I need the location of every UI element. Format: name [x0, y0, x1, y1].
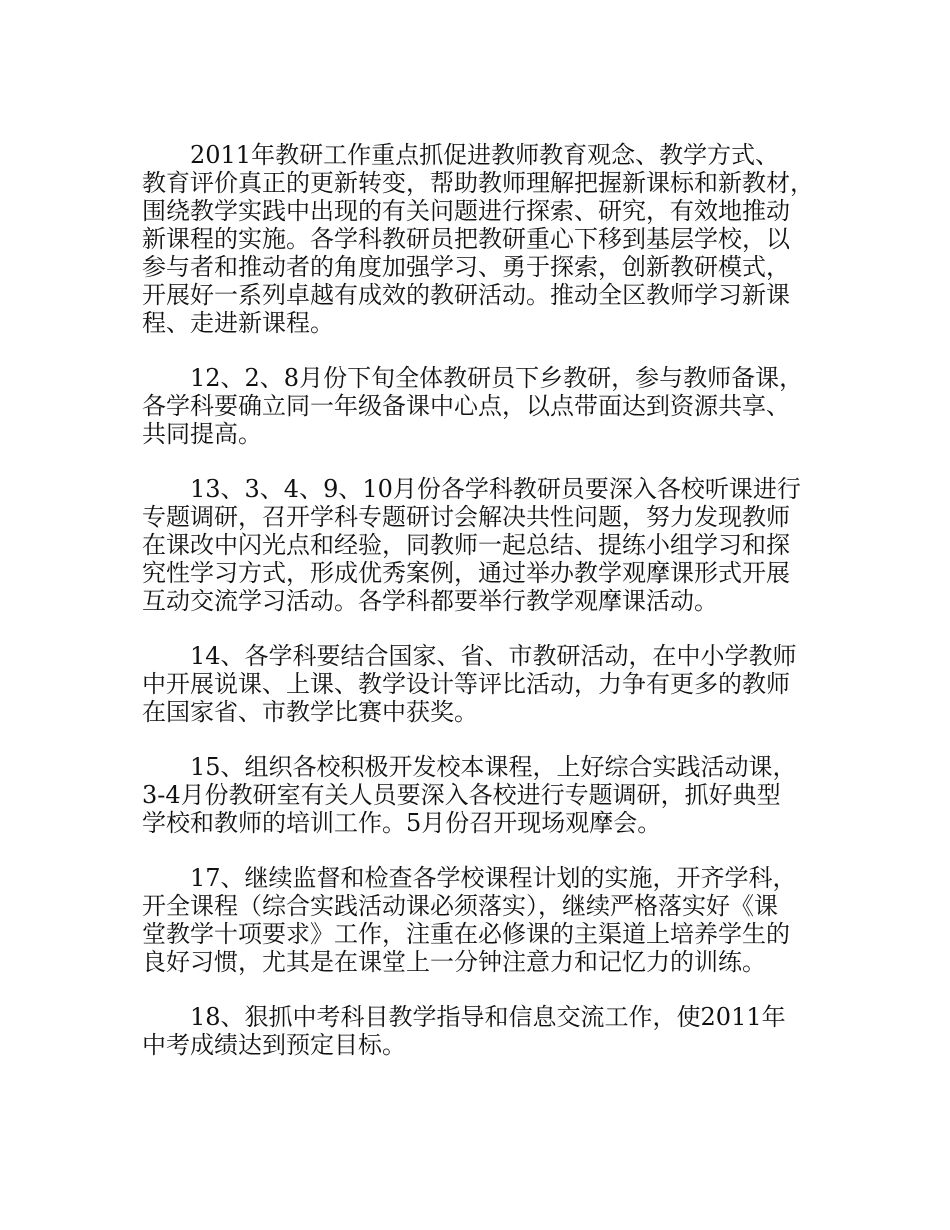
paragraph-line: 程、走进新课程。 — [142, 309, 334, 337]
paragraph-line: 共同提高。 — [142, 420, 262, 448]
paragraph-item-14 — [142, 642, 814, 726]
paragraph-line: 13、3、4、9、10月份各学科教研员要深入各校听课进行 — [190, 475, 801, 503]
paragraph-line: 各学科要确立同一年级备课中心点，以点带面达到资源共享、 — [142, 392, 790, 420]
paragraph-line: 围绕教学实践中出现的有关问题进行探索、研究，有效地推动 — [142, 197, 790, 225]
paragraph-line: 究性学习方式，形成优秀案例，通过举办教学观摩课形式开展 — [142, 559, 790, 587]
paragraph-line: 在国家省、市教学比赛中获奖。 — [142, 698, 478, 726]
paragraph-line: 学校和教师的培训工作。5月份召开现场观摩会。 — [142, 809, 662, 837]
paragraph-item-13 — [142, 475, 814, 615]
paragraph-item-17 — [142, 864, 814, 976]
paragraph-item-15 — [142, 753, 814, 837]
paragraph-line: 在课改中闪光点和经验，同教师一起总结、提练小组学习和探 — [142, 531, 790, 559]
paragraph-item-12 — [142, 364, 814, 448]
paragraph-line: 开全课程（综合实践活动课必须落实），继续严格落实好《课 — [142, 892, 778, 920]
paragraph-line: 教育评价真正的更新转变，帮助教师理解把握新课标和新教材， — [142, 169, 814, 197]
paragraph-line: 2011年教研工作重点抓促进教师教育观念、教学方式、 — [190, 141, 780, 169]
paragraph-line: 开展好一系列卓越有成效的教研活动。推动全区教师学习新课 — [142, 281, 790, 309]
paragraph-line: 专题调研，召开学科专题研讨会解决共性问题，努力发现教师 — [142, 503, 790, 531]
paragraph-line: 新课程的实施。各学科教研员把教研重心下移到基层学校，以 — [142, 225, 790, 253]
paragraph-line: 良好习惯，尤其是在课堂上一分钟注意力和记忆力的训练。 — [142, 948, 766, 976]
paragraph-line: 参与者和推动者的角度加强学习、勇于探索，创新教研模式， — [142, 253, 790, 281]
paragraph-line: 14、各学科要结合国家、省、市教研活动，在中小学教师 — [190, 642, 797, 670]
paragraph-line: 中开展说课、上课、教学设计等评比活动，力争有更多的教师 — [142, 670, 790, 698]
document-body — [142, 141, 814, 1086]
paragraph-intro — [142, 141, 814, 337]
paragraph-line: 15、组织各校积极开发校本课程，上好综合实践活动课， — [190, 753, 797, 781]
paragraph-line: 中考成绩达到预定目标。 — [142, 1031, 406, 1059]
paragraph-line: 12、2、8月份下旬全体教研员下乡教研，参与教师备课， — [190, 364, 804, 392]
paragraph-line: 堂教学十项要求》工作，注重在必修课的主渠道上培养学生的 — [142, 920, 790, 948]
paragraph-line: 17、继续监督和检查各学校课程计划的实施，开齐学科， — [190, 864, 797, 892]
paragraph-line: 3-4月份教研室有关人员要深入各校进行专题调研，抓好典型 — [142, 781, 781, 809]
paragraph-line: 互动交流学习活动。各学科都要举行教学观摩课活动。 — [142, 587, 718, 615]
paragraph-line: 18、狠抓中考科目教学指导和信息交流工作，使2011年 — [190, 1003, 786, 1031]
paragraph-item-18 — [142, 1003, 814, 1059]
